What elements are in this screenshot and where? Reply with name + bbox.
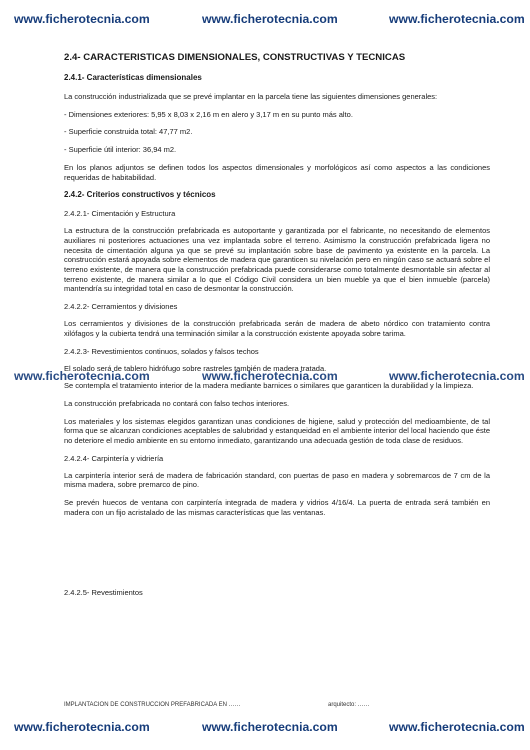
watermark-text: www.ficherotecnia.com (202, 720, 338, 734)
heading-2-4-2-2: 2.4.2.2- Cerramientos y divisiones (64, 302, 178, 312)
list-item: - Superficie construida total: 47,77 m2. (64, 127, 193, 137)
footer-architect: arquitecto: …… (328, 702, 370, 708)
footer-project: IMPLANTACION DE CONSTRUCCION PREFABRICADA EN …… (64, 702, 241, 708)
paragraph: La estructura de la construcción prefabricada es autoportante y garantizada por el fabricante, no necesitando de elementos auxiliares ni posteriores actuaciones una vez implantada sobre el terreno. Asimismo la construcción prefabricada ligera no necesita de cimentación alguna ya que se prevé su implantación sobre base de pavimento ya existente en la parcela. La construcción estará apoyada sobre elementos de madera que garanticen su nivelación pero en ningún caso se actuará sobre el terreno existente, de manera que la construcción prefabricada puede considerarse como totalmente desmontable sin afectar al terreno existente, de manera similar a lo que el Código Civil considera un bien mueble ya que el bien inmueble (parcela) mantendría su integridad total en caso de desmontar la construcción. (64, 226, 490, 294)
watermark-text: www.ficherotecnia.com (389, 12, 525, 26)
watermark-text: www.ficherotecnia.com (14, 369, 150, 383)
subsection-title-2-4-2: 2.4.2- Criterios constructivos y técnicos (64, 190, 216, 200)
heading-2-4-2-4: 2.4.2.4- Carpintería y vidriería (64, 453, 164, 463)
paragraph: La construcción industrializada que se prevé implantar en la parcela tiene las siguientes dimensiones generales: (64, 92, 438, 101)
list-item: - Superficie útil interior: 36,94 m2. (64, 145, 177, 155)
watermark-text: www.ficherotecnia.com (389, 369, 525, 383)
page-spacer (64, 526, 490, 588)
watermark-top (0, 12, 530, 28)
heading-2-4-2-1: 2.4.2.1- Cimentación y Estructura (64, 209, 176, 219)
page-footer (64, 702, 490, 708)
paragraph: La construcción prefabricada no contará con falso techos interiores. (64, 398, 290, 408)
watermark-middle (0, 369, 530, 385)
watermark-text: www.ficherotecnia.com (202, 12, 338, 26)
watermark-text: www.ficherotecnia.com (14, 720, 150, 734)
document-body (64, 52, 490, 605)
paragraph: El solado será de tablero hidrófugo sobre rastreles también de madera tratada. (64, 363, 327, 373)
list-item: - Dimensiones exteriores: 5,95 x 8,03 x 2,16 m en alero y 3,17 m en su punto más alto. (64, 109, 353, 119)
watermark-text: www.ficherotecnia.com (202, 369, 338, 383)
watermark-bottom (0, 720, 530, 736)
watermark-text: www.ficherotecnia.com (14, 12, 150, 26)
section-title: 2.4- CARACTERISTICAS DIMENSIONALES, CONSTRUCTIVAS Y TECNICAS (64, 52, 406, 63)
subsection-title-2-4-1: 2.4.1- Características dimensionales (64, 73, 202, 82)
paragraph: Los cerramientos y divisiones de la construcción prefabricada serán de madera de abeto nórdico con tratamiento contra xilófagos y la cubierta tendrá una terminación similar a la construcción existente apoyada sobre tarima. (64, 319, 490, 338)
paragraph: Se prevén huecos de ventana con carpintería integrada de madera y vidrios 4/16/4. La puerta de entrada será también en madera con un fijo acristalado de las mismas características que las ventanas. (64, 498, 490, 517)
watermark-text: www.ficherotecnia.com (389, 720, 525, 734)
heading-2-4-2-5: 2.4.2.5- Revestimientos (64, 587, 143, 597)
paragraph: Los materiales y los sistemas elegidos garantizan unas condiciones de higiene, salud y protección del medioambiente, de tal forma que se alcanzan condiciones aceptables de salubridad y estanqueidad en el ambiente interior del local haciendo que éste no deteriore el medio ambiente en su entorno inmediato, garantizando una adecuada gestión de toda clase de residuos. (64, 416, 490, 446)
paragraph: Se contempla el tratamiento interior de la madera mediante barnices o similares que garanticen la durabilidad y la limpieza. (64, 381, 474, 391)
heading-2-4-2-3: 2.4.2.3- Revestimientos continuos, solados y falsos techos (64, 346, 259, 356)
paragraph: La carpintería interior será de madera de fabricación standard, con puertas de paso en madera y sobremarcos de 7 cm de la misma madera, sobre premarco de pino. (64, 470, 490, 490)
paragraph: En los planos adjuntos se definen todos los aspectos dimensionales y morfológicos así como aspectos a las condiciones requeridas de habitabilidad. (64, 162, 490, 182)
